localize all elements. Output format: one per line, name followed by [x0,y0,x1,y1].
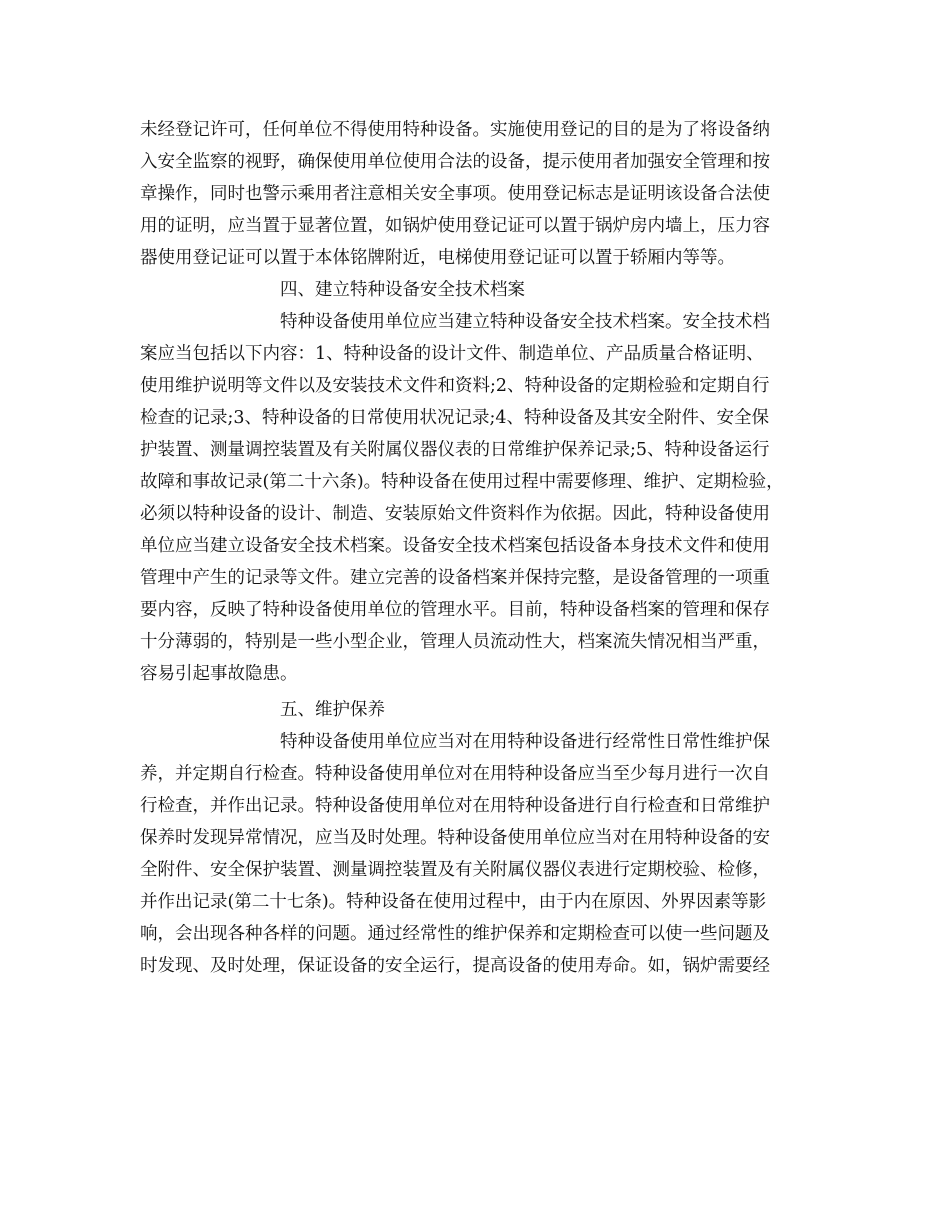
text-line: 检查的记录;3、特种设备的日常使用状况记录;4、特种设备及其安全附件、安全保 [140,408,770,428]
section-heading: 五、维护保养 [280,700,385,720]
text-line: 未经登记许可，任何单位不得使用特种设备。实施使用登记的目的是为了将设备纳 [140,120,770,140]
text-line: 保养时发现异常情况，应当及时处理。特种设备使用单位应当对在用特种设备的安 [140,828,770,848]
text-line: 特种设备使用单位应当对在用特种设备进行经常性日常性维护保 [280,732,770,752]
text-line: 入安全监察的视野，确保使用单位使用合法的设备，提示使用者加强安全管理和按 [140,152,770,172]
text-line: 要内容，反映了特种设备使用单位的管理水平。目前，特种设备档案的管理和保存 [140,600,770,620]
text-line: 用的证明，应当置于显著位置，如锅炉使用登记证可以置于锅炉房内墙上，压力容 [140,216,770,236]
paragraph [140,306,820,690]
text-line: 管理中产生的记录等文件。建立完善的设备档案并保持完整，是设备管理的一项重 [140,568,770,588]
section-heading: 四、建立特种设备安全技术档案 [280,280,525,300]
text-line: 故障和事故记录(第二十六条)。特种设备在使用过程中需要修理、维护、定期检验， [140,472,784,492]
paragraph [140,726,820,982]
text-line: 章操作，同时也警示乘用者注意相关安全事项。使用登记标志是证明该设备合法使 [140,184,770,204]
text-line: 行检查，并作出记录。特种设备使用单位对在用特种设备进行自行检查和日常维护 [140,796,770,816]
paragraph [140,114,820,274]
text-line: 特种设备使用单位应当建立特种设备安全技术档案。安全技术档 [280,312,770,332]
text-line: 器使用登记证可以置于本体铭牌附近，电梯使用登记证可以置于轿厢内等等。 [140,248,735,268]
text-line: 必须以特种设备的设计、制造、安装原始文件资料作为依据。因此，特种设备使用 [140,504,770,524]
text-line: 使用维护说明等文件以及安装技术文件和资料;2、特种设备的定期检验和定期自行 [140,376,770,396]
document-body [140,114,820,982]
text-line: 全附件、安全保护装置、测量调控装置及有关附属仪器仪表进行定期校验、检修， [140,860,770,880]
text-line: 时发现、及时处理，保证设备的安全运行，提高设备的使用寿命。如，锅炉需要经 [140,956,770,976]
text-line: 养，并定期自行检查。特种设备使用单位对在用特种设备应当至少每月进行一次自 [140,764,770,784]
text-line: 十分薄弱的，特别是一些小型企业，管理人员流动性大，档案流失情况相当严重， [140,632,770,652]
text-line: 并作出记录(第二十七条)。特种设备在使用过程中，由于内在原因、外界因素等影 [140,892,767,912]
text-line: 护装置、测量调控装置及有关附属仪器仪表的日常维护保养记录;5、特种设备运行 [140,440,770,460]
text-line: 响，会出现各种各样的问题。通过经常性的维护保养和定期检查可以使一些问题及 [140,924,770,944]
text-line: 单位应当建立设备安全技术档案。设备安全技术档案包括设备本身技术文件和使用 [140,536,770,556]
text-line: 案应当包括以下内容：1、特种设备的设计文件、制造单位、产品质量合格证明、 [140,344,764,364]
text-line: 容易引起事故隐患。 [140,664,298,684]
